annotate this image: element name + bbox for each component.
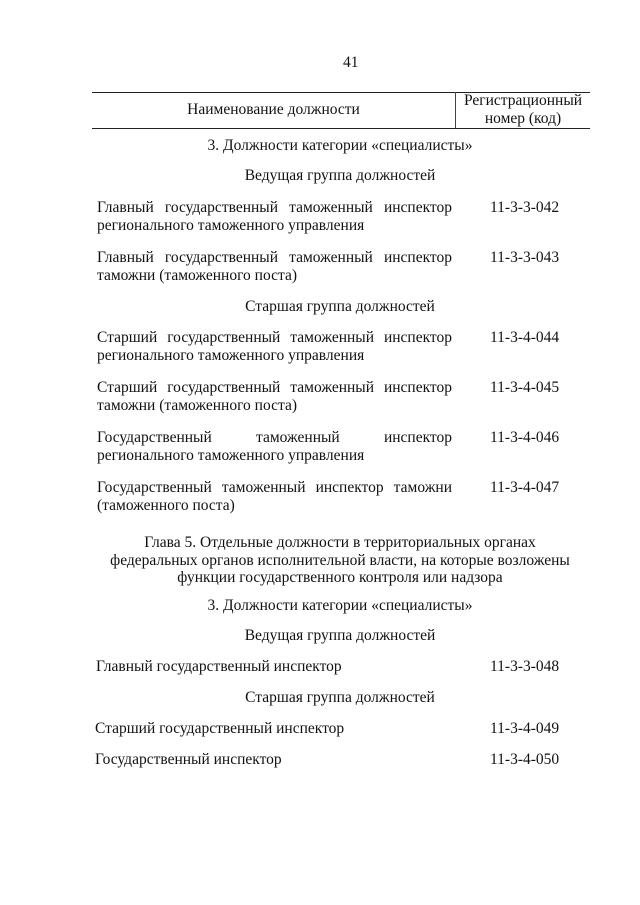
group-heading-lead: Ведущая группа должностей: [244, 627, 436, 644]
group-heading-senior: Старшая группа должностей: [245, 298, 435, 315]
position-name: Главный государственный инспектор: [96, 658, 342, 675]
chapter-heading-line1: Глава 5. Отдельные должности в территориальных органах: [144, 534, 536, 551]
header-code-line1: Регистрационный: [463, 92, 583, 109]
position-entry: Государственный таможенный инспектор таможни (таможенного поста): [97, 479, 452, 514]
page-number: 41: [343, 54, 359, 71]
position-name: Государственный инспектор: [95, 751, 282, 768]
position-code: 11-3-4-050: [490, 751, 560, 768]
position-code: 11-3-3-048: [490, 658, 560, 675]
position-code: 11-3-3-042: [490, 199, 560, 216]
position-entry: Старший государственный таможенный инспектор таможни (таможенного поста): [97, 379, 452, 414]
header-position-name: Наименование должности: [187, 101, 360, 118]
position-code: 11-3-3-043: [490, 249, 560, 266]
chapter-heading-line2: федеральных органов исполнительной власти, на которые возложены: [110, 552, 570, 569]
position-entry: Государственный таможенный инспектор регионального таможенного управления: [97, 429, 452, 464]
position-code: 11-3-4-047: [490, 479, 560, 496]
table-header-bottom-border: [92, 128, 590, 129]
header-code-line2: номер (код): [484, 110, 562, 127]
position-entry: Главный государственный таможенный инспектор таможни (таможенного поста): [97, 249, 452, 284]
position-entry: Главный государственный таможенный инспектор регионального таможенного управления: [97, 199, 452, 234]
section-category-heading: 3. Должности категории «специалисты»: [207, 597, 473, 614]
group-heading-senior: Старшая группа должностей: [245, 689, 435, 706]
chapter-heading-line3: функции государственного контроля или надзора: [177, 569, 503, 586]
section-category-heading: 3. Должности категории «специалисты»: [207, 137, 473, 154]
position-entry: Старший государственный таможенный инспектор регионального таможенного управления: [97, 329, 452, 364]
position-code: 11-3-4-046: [490, 429, 560, 446]
position-code: 11-3-4-044: [490, 329, 560, 346]
position-name: Старший государственный инспектор: [95, 720, 345, 737]
position-code: 11-3-4-045: [490, 379, 560, 396]
group-heading-lead: Ведущая группа должностей: [244, 167, 436, 184]
position-code: 11-3-4-049: [490, 720, 560, 737]
